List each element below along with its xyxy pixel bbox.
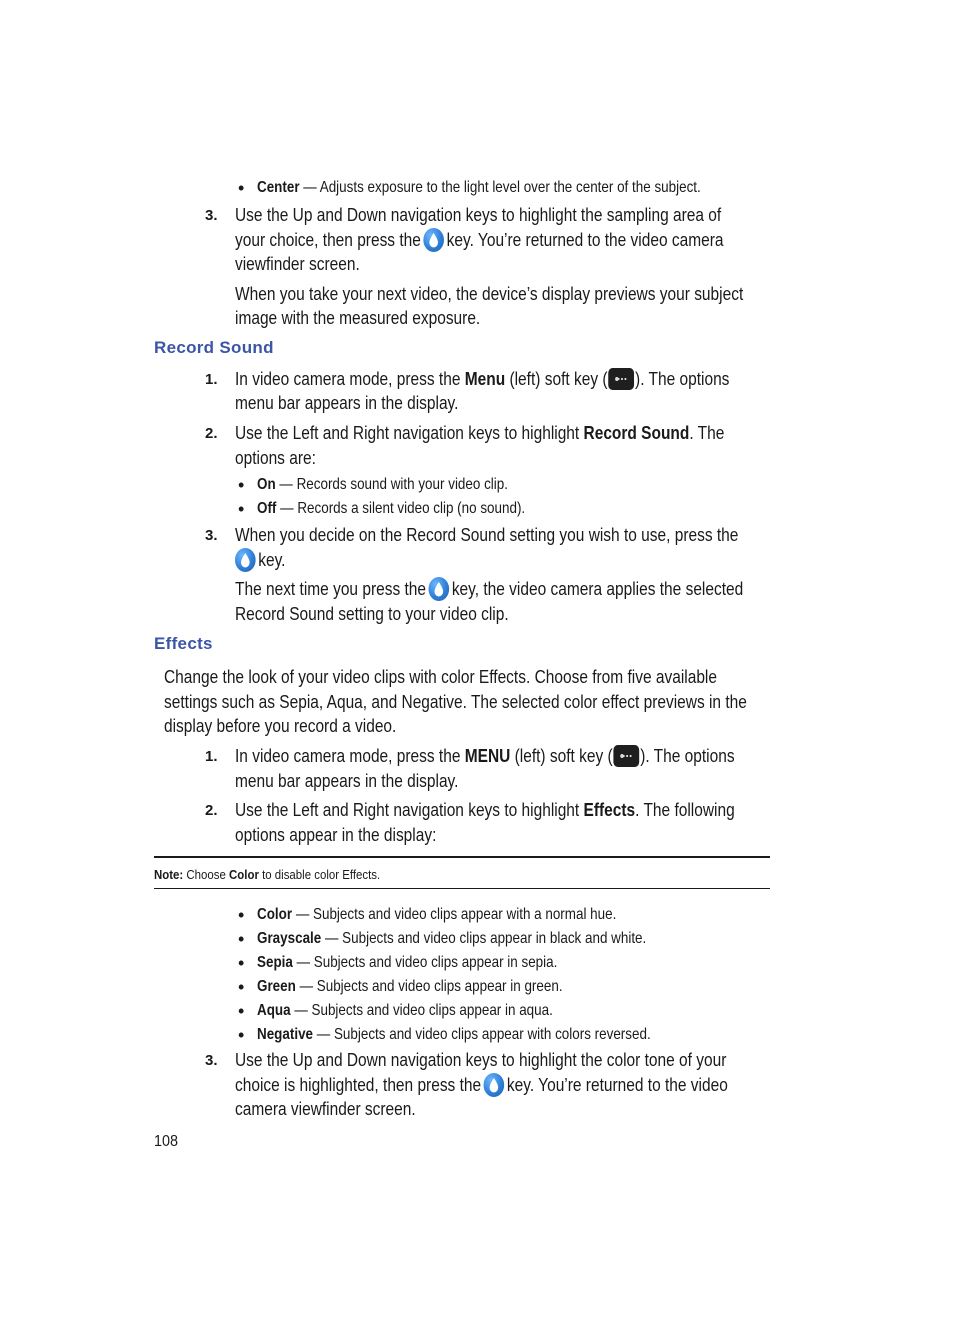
option-off: Off — Records a silent video clip (no sound). (257, 500, 526, 517)
step-text: In video camera mode, press the Menu (left) soft key ( ). The options (235, 369, 730, 389)
bullet-dot: • (238, 1001, 245, 1021)
step-text: camera viewfinder screen. (235, 1099, 416, 1119)
step-text: viewfinder screen. (235, 254, 360, 274)
step-text: menu bar appears in the display. (235, 771, 459, 791)
section-heading-effects: Effects (154, 634, 213, 653)
step-text: key. (235, 548, 285, 573)
left-soft-key-icon (608, 368, 634, 390)
ok-key-icon (484, 1073, 505, 1097)
step-text: Use the Up and Down navigation keys to highlight the color tone of your (235, 1050, 727, 1070)
bullet-dot: • (238, 178, 245, 198)
intro-paragraph: settings such as Sepia, Aqua, and Negative. The selected color effect previews in the (164, 692, 747, 712)
step-number: 3. (205, 527, 218, 544)
step-text: When you decide on the Record Sound setting you wish to use, press the (235, 525, 739, 545)
option-aqua: Aqua — Subjects and video clips appear in aqua. (257, 1002, 553, 1019)
paragraph: The next time you press the key, the video camera applies the selected (235, 579, 744, 599)
option-on: On — Records sound with your video clip. (257, 476, 508, 493)
option-green: Green — Subjects and video clips appear in green. (257, 978, 563, 995)
step-text: menu bar appears in the display. (235, 393, 459, 413)
bullet-dot: • (238, 499, 245, 519)
step-number: 3. (205, 207, 218, 224)
intro-paragraph: Change the look of your video clips with color Effects. Choose from five available (164, 667, 717, 687)
bullet-center: Center — Adjusts exposure to the light level over the center of the subject. (257, 179, 701, 196)
step-text: Use the Left and Right navigation keys to highlight Record Sound. The (235, 423, 725, 443)
bullet-dot: • (238, 929, 245, 949)
step-number: 3. (205, 1052, 218, 1069)
step-text: options appear in the display: (235, 825, 437, 845)
option-color: Color — Subjects and video clips appear with a normal hue. (257, 906, 617, 923)
bullet-dot: • (238, 475, 245, 495)
option-sepia: Sepia — Subjects and video clips appear in sepia. (257, 954, 558, 971)
step-text: choice is highlighted, then press the key. You’re returned to the video (235, 1075, 728, 1095)
step-text: Use the Up and Down navigation keys to highlight the sampling area of (235, 205, 722, 225)
paragraph: When you take your next video, the device’s display previews your subject (235, 284, 744, 304)
intro-paragraph: display before you record a video. (164, 716, 397, 736)
step-text: Use the Left and Right navigation keys to highlight Effects. The following (235, 800, 735, 820)
bullet-dot: • (238, 1025, 245, 1045)
step-number: 1. (205, 748, 218, 765)
ok-key-icon (235, 548, 256, 572)
ok-key-icon (423, 228, 444, 252)
bullet-dot: • (238, 953, 245, 973)
note-rule-bottom (154, 888, 770, 889)
left-soft-key-icon (614, 745, 640, 767)
bullet-dot: • (238, 977, 245, 997)
step-number: 2. (205, 802, 218, 819)
step-text: your choice, then press the key. You’re returned to the video camera (235, 230, 724, 250)
paragraph: Record Sound setting to your video clip. (235, 604, 509, 624)
page-number: 108 (154, 1133, 179, 1150)
note: Note: Choose Color to disable color Effects. (154, 867, 381, 882)
step-number: 2. (205, 425, 218, 442)
step-number: 1. (205, 371, 218, 388)
option-negative: Negative — Subjects and video clips appear with colors reversed. (257, 1026, 651, 1043)
option-grayscale: Grayscale — Subjects and video clips appear in black and white. (257, 930, 647, 947)
ok-key-icon (429, 577, 450, 601)
section-heading-record-sound: Record Sound (154, 338, 274, 357)
paragraph: image with the measured exposure. (235, 308, 481, 328)
note-rule-top (154, 856, 770, 858)
step-text: In video camera mode, press the MENU (left) soft key ( ). The options (235, 746, 735, 766)
step-text: options are: (235, 448, 316, 468)
bullet-dot: • (238, 905, 245, 925)
